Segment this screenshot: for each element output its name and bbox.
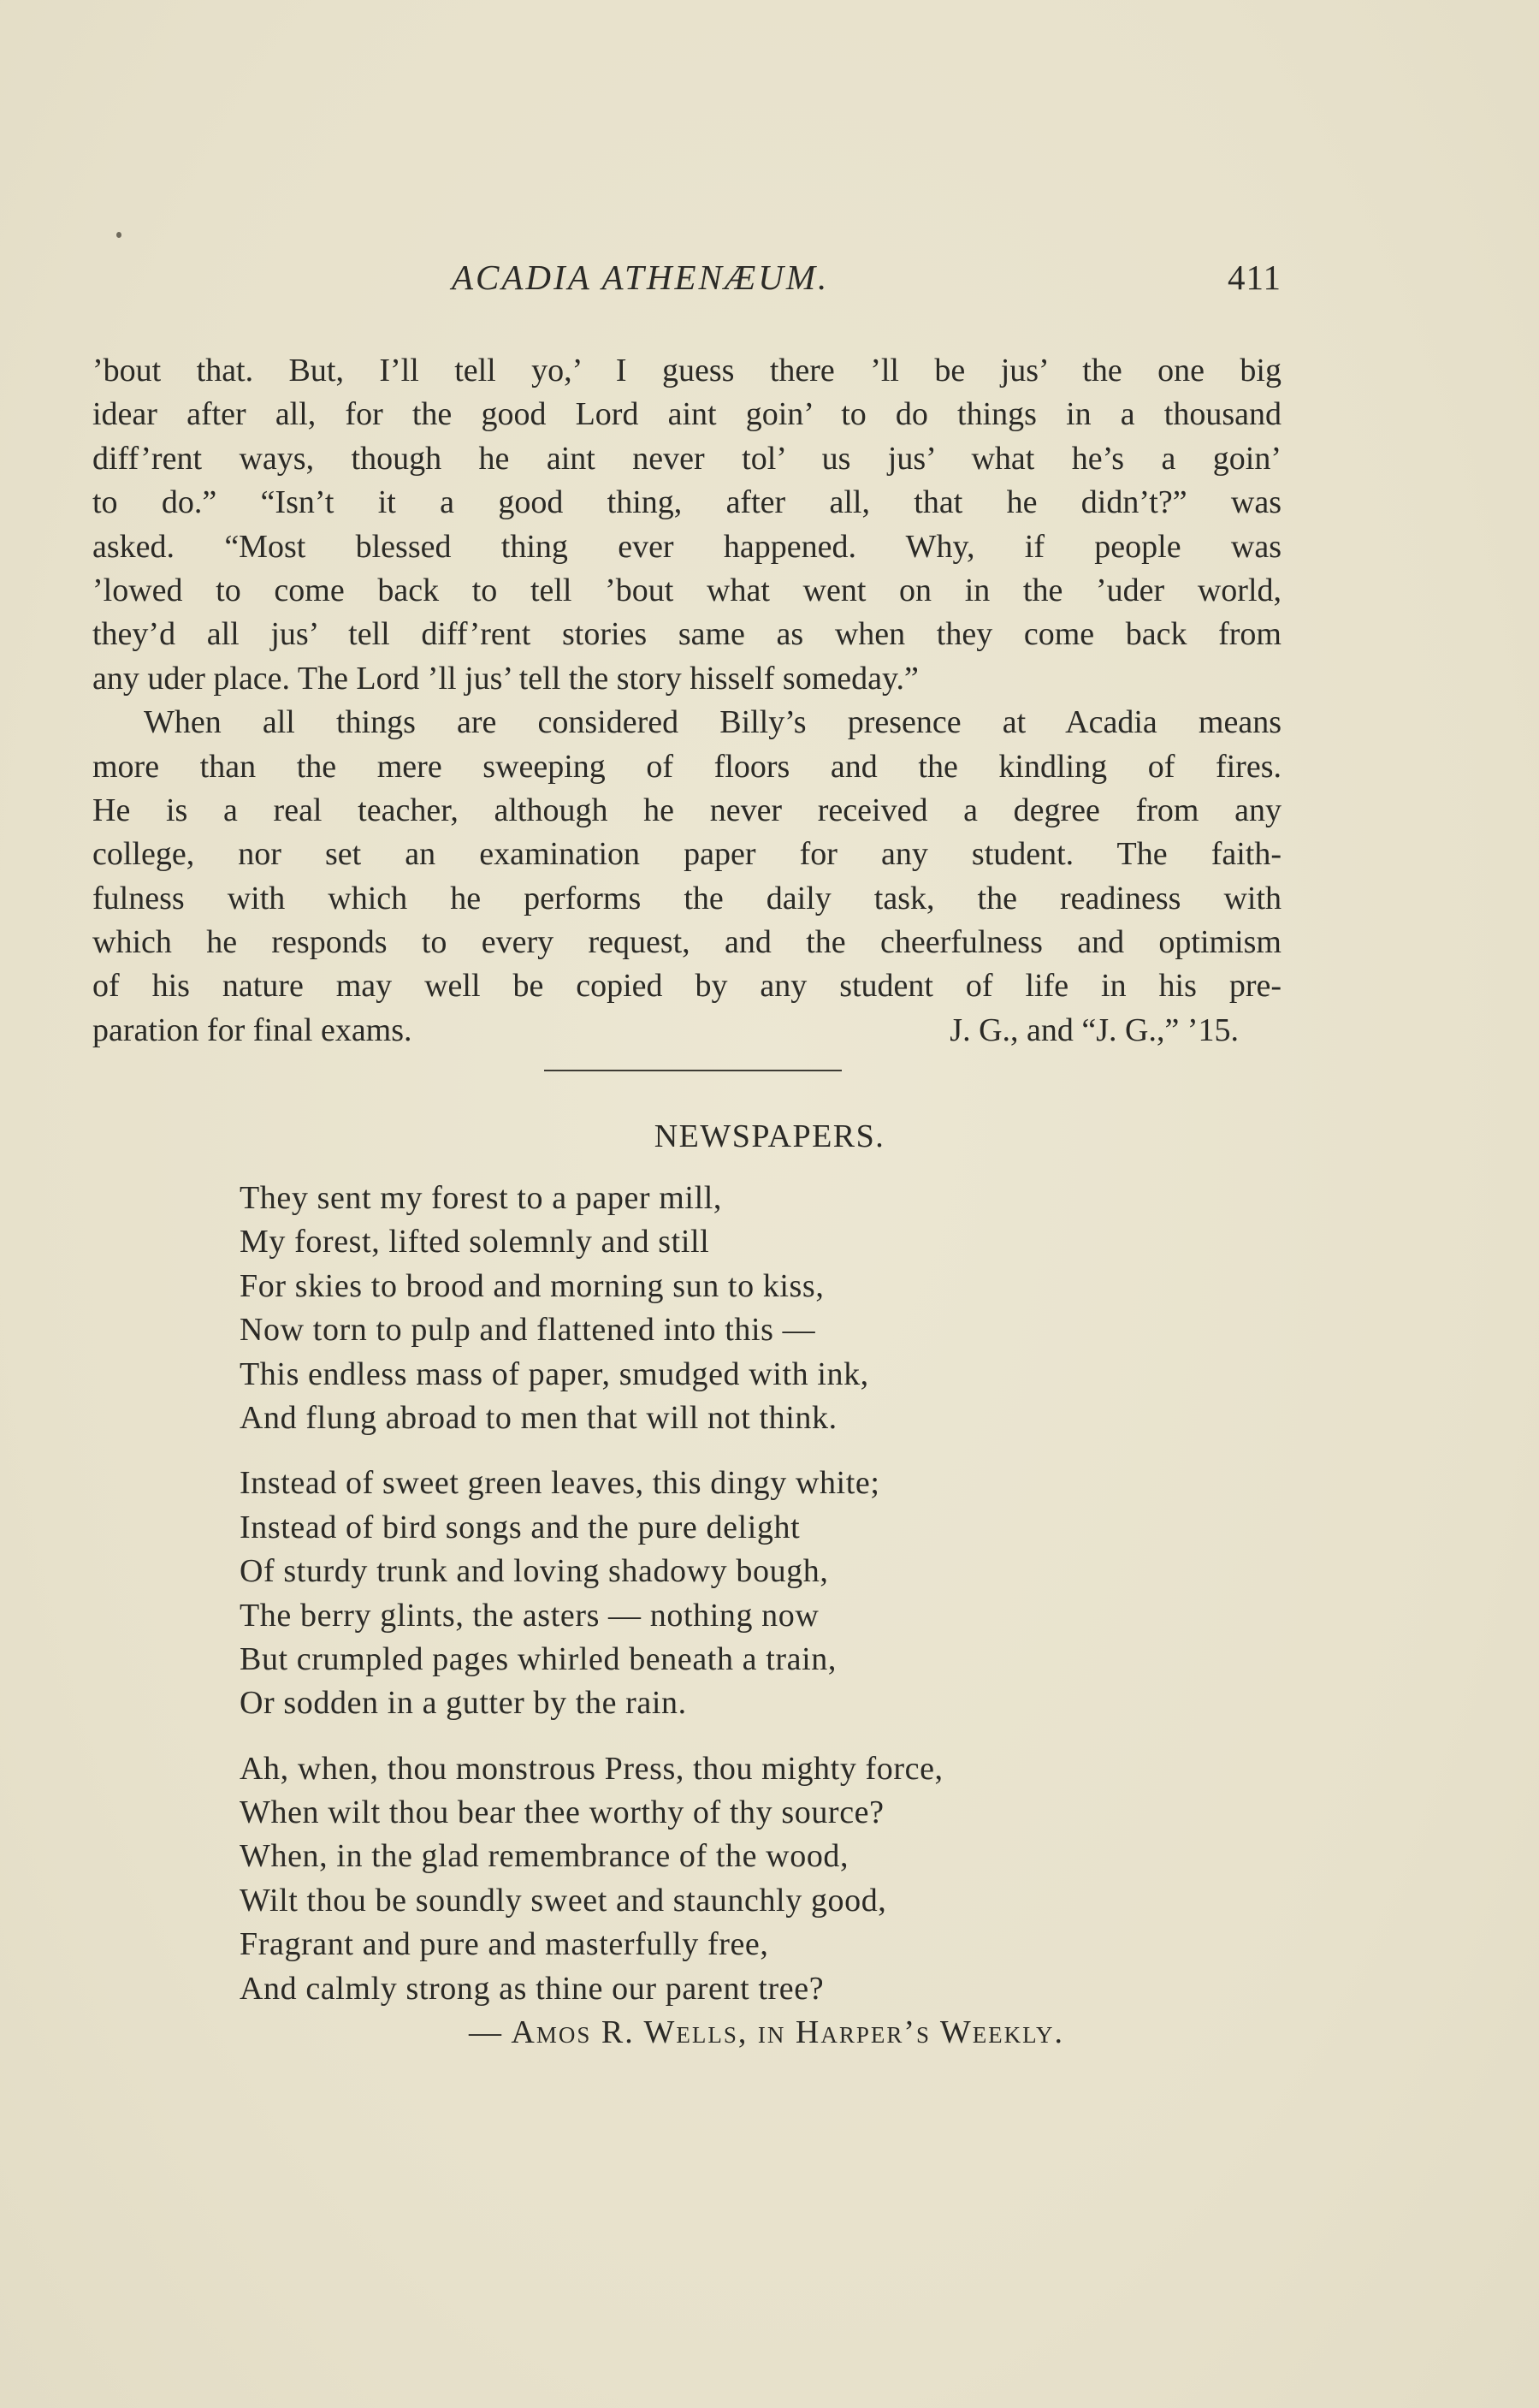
text-line: ’bout that. But, I’ll tell yo,’ I guess there ’ll be jus’ the one big [92,353,1282,388]
running-title: ACADIA ATHENÆUM. [452,258,830,297]
text-line: any uder place. The Lord ’ll jus’ tell the story hisself someday.” [92,660,919,697]
text-line: fulness with which he performs the daily task, the readiness with [92,880,1282,916]
stanza [240,1177,1215,1440]
verse-line: Ah, when, thou monstrous Press, thou mighty force, [240,1750,944,1787]
text-line: they’d all jus’ tell diff’rent stories same as when they come back from [92,616,1282,653]
verse-line: This endless mass of paper, smudged with ink, [240,1355,869,1392]
text-line: ’lowed to come back to tell ’bout what went on in the ’uder world, [92,572,1282,608]
verse-line: And calmly strong as thine our parent tree? [240,1970,825,2007]
verse-line: They sent my forest to a paper mill, [240,1180,723,1216]
prose-text [92,349,1282,1053]
verse-line: Or sodden in a gutter by the rain. [240,1685,687,1722]
verse-line: Instead of bird songs and the pure delight [240,1509,801,1545]
poem [240,1177,1215,2032]
verse-line: For skies to brood and morning sun to kiss, [240,1267,825,1304]
stanza [240,1747,1215,2011]
verse-line: My forest, lifted solemnly and still [240,1224,710,1260]
text-line: which he responds to every request, and the cheerfulness and optimism [92,924,1282,961]
text-line: of his nature may well be copied by any student of life in his pre- [92,968,1282,1005]
text-line: diff’rent ways, though he aint never tol’ us jus’ what he’s a goin’ [92,440,1282,477]
text-line: asked. “Most blessed thing ever happened. Why, if people was [92,528,1282,565]
text-line: He is a real teacher, although he never received a degree from any [92,792,1282,828]
verse-line: And flung abroad to men that will not think. [240,1399,838,1436]
paragraph [92,701,1282,1053]
poem-attribution: — Amos R. Wells, in Harper’s Weekly. [469,2014,1064,2050]
verse-line: Fragrant and pure and masterfully free, [240,1926,769,1963]
verse-line: When wilt thou bear thee worthy of thy source? [240,1794,885,1831]
verse-line: Wilt thou be soundly sweet and staunchly good, [240,1882,887,1919]
section-divider [544,1070,842,1071]
page-header [92,257,1282,308]
verse-line: Of sturdy trunk and loving shadowy bough, [240,1553,829,1590]
stanza [240,1462,1215,1725]
verse-line: Instead of sweet green leaves, this dingy white; [240,1465,880,1502]
text-line: to do.” “Isn’t it a good thing, after all, that he didn’t?” was [92,484,1282,521]
text-line: idear after all, for the good Lord aint goin’ to do things in a thousand [92,396,1282,433]
verse-line: The berry glints, the asters — nothing now [240,1597,820,1634]
text-line: more than the mere sweeping of floors and the kindling of fires. [92,748,1282,785]
ink-speck [116,232,121,238]
page-number: 411 [1228,258,1282,297]
verse-line: When, in the glad remembrance of the wood, [240,1838,849,1875]
paragraph [92,349,1282,701]
verse-line: But crumpled pages whirled beneath a train, [240,1640,837,1677]
closing-line [92,1009,1282,1053]
closing-text: paration for final exams. [92,1011,412,1048]
verse-line: Now torn to pulp and flattened into this — [240,1312,816,1349]
text-line: When all things are considered Billy’s presence at Acadia means [144,704,1282,741]
poem-title: NEWSPAPERS. [654,1118,885,1154]
author-signature: J. G., and “J. G.,” ’15. [950,1011,1239,1048]
text-line: college, nor set an examination paper for any student. The faith- [92,836,1282,873]
